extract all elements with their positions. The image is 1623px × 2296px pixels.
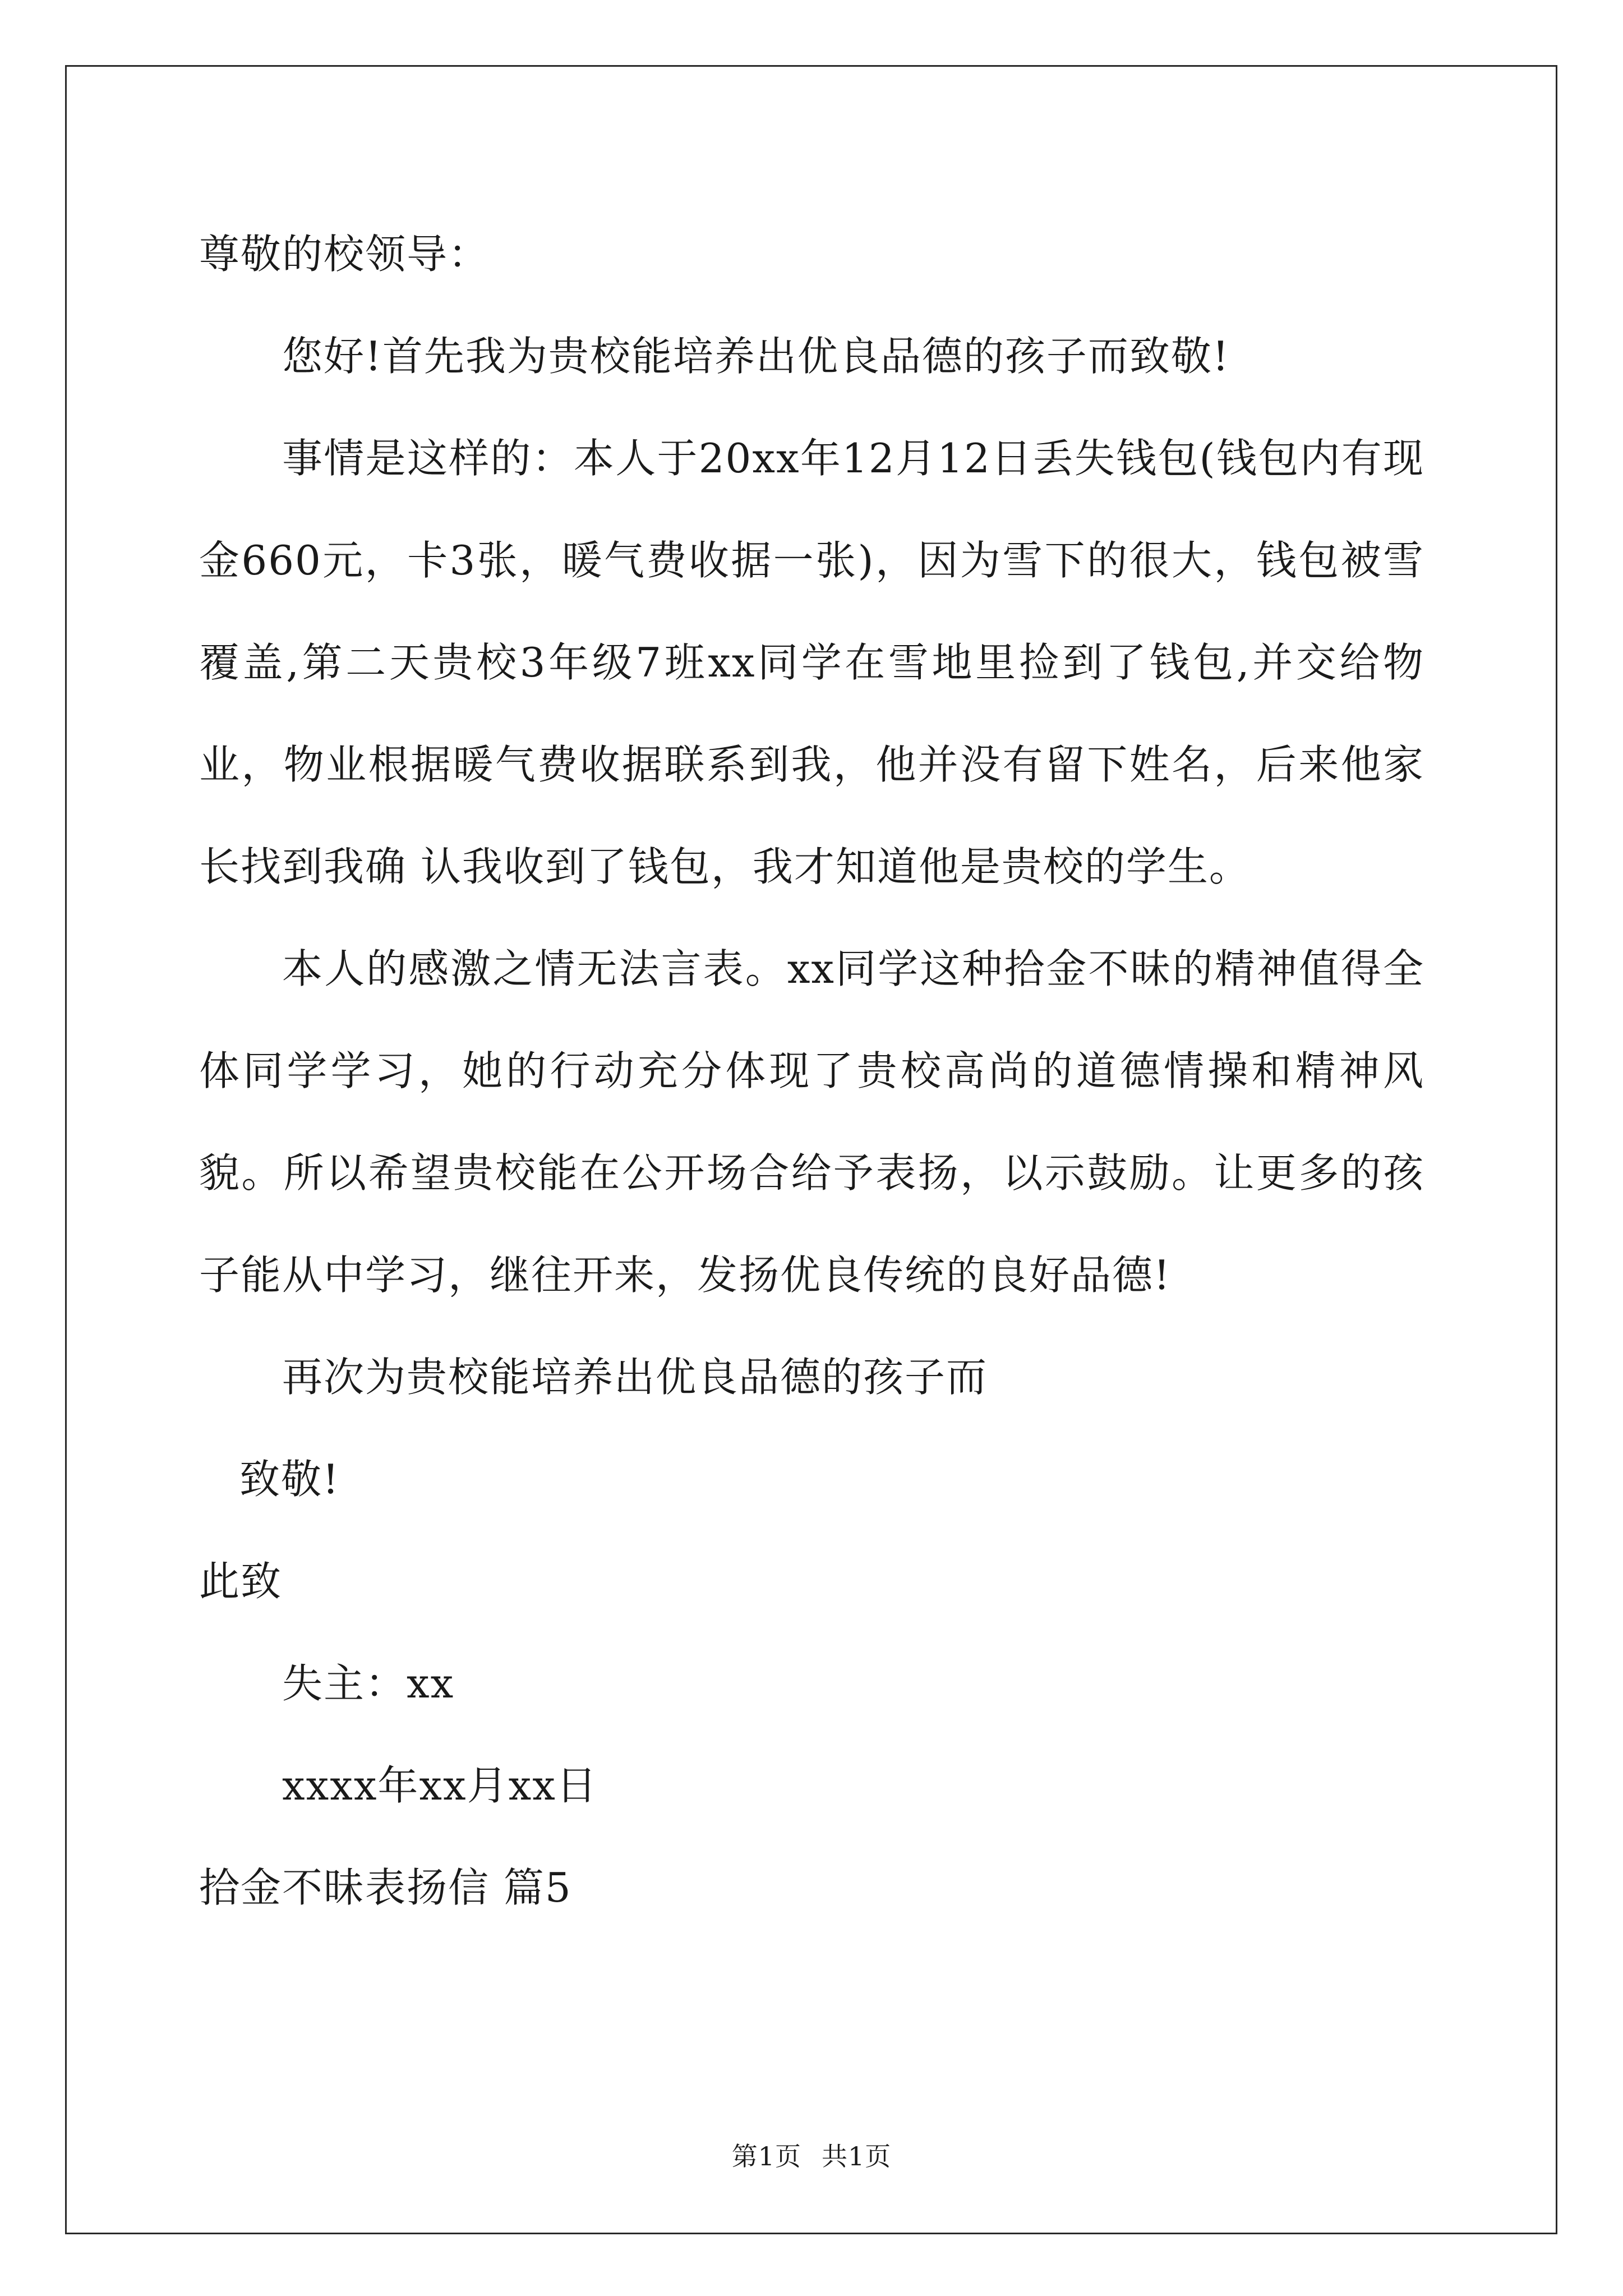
section-heading: 拾金不昧表扬信 篇5 bbox=[199, 1864, 572, 1911]
page-footer bbox=[0, 2136, 1623, 2173]
date: xxxx年xx月xx日 bbox=[282, 1762, 598, 1809]
paragraph-gratitude: 本人的感激之情无法言表。xx同学这种拾金不昧的精神值得全体同学学习，她的行动充分体现了贵校高尚的道德情操和精神风貌。所以希望贵校能在公开场合给予表扬，以示鼓励。让更多的孩子能从中学习，继往开来，发扬优良传统的良好品德! bbox=[199, 945, 1424, 1299]
closing-phrase: 此致 bbox=[199, 1558, 283, 1605]
paragraph-incident: 事情是这样的：本人于20xx年12月12日丢失钱包(钱包内有现金660元，卡3张，暖气费收据一张)，因为雪下的很大，钱包被雪覆盖,第二天贵校3年级7班xx同学在雪地里捡到了钱包,并交给物业，物业根据暖气费收据联系到我，他并没有留下姓名，后来他家长找到我确 认我收到了钱包，我才知道他是贵校的学生。 bbox=[199, 435, 1424, 890]
page-total: 共1页 bbox=[822, 2141, 892, 2171]
page-number: 第1页 bbox=[731, 2141, 801, 2171]
signature: 失主：xx bbox=[282, 1660, 455, 1707]
paragraph-greeting: 您好!首先我为贵校能培养出优良品德的孩子而致敬! bbox=[282, 333, 1230, 380]
closing-salute: 致敬! bbox=[239, 1456, 340, 1503]
salutation: 尊敬的校领导： bbox=[199, 231, 490, 278]
letter-body bbox=[199, 203, 1424, 1939]
paragraph-thanks-again: 再次为贵校能培养出优良品德的孩子而 bbox=[282, 1354, 988, 1401]
